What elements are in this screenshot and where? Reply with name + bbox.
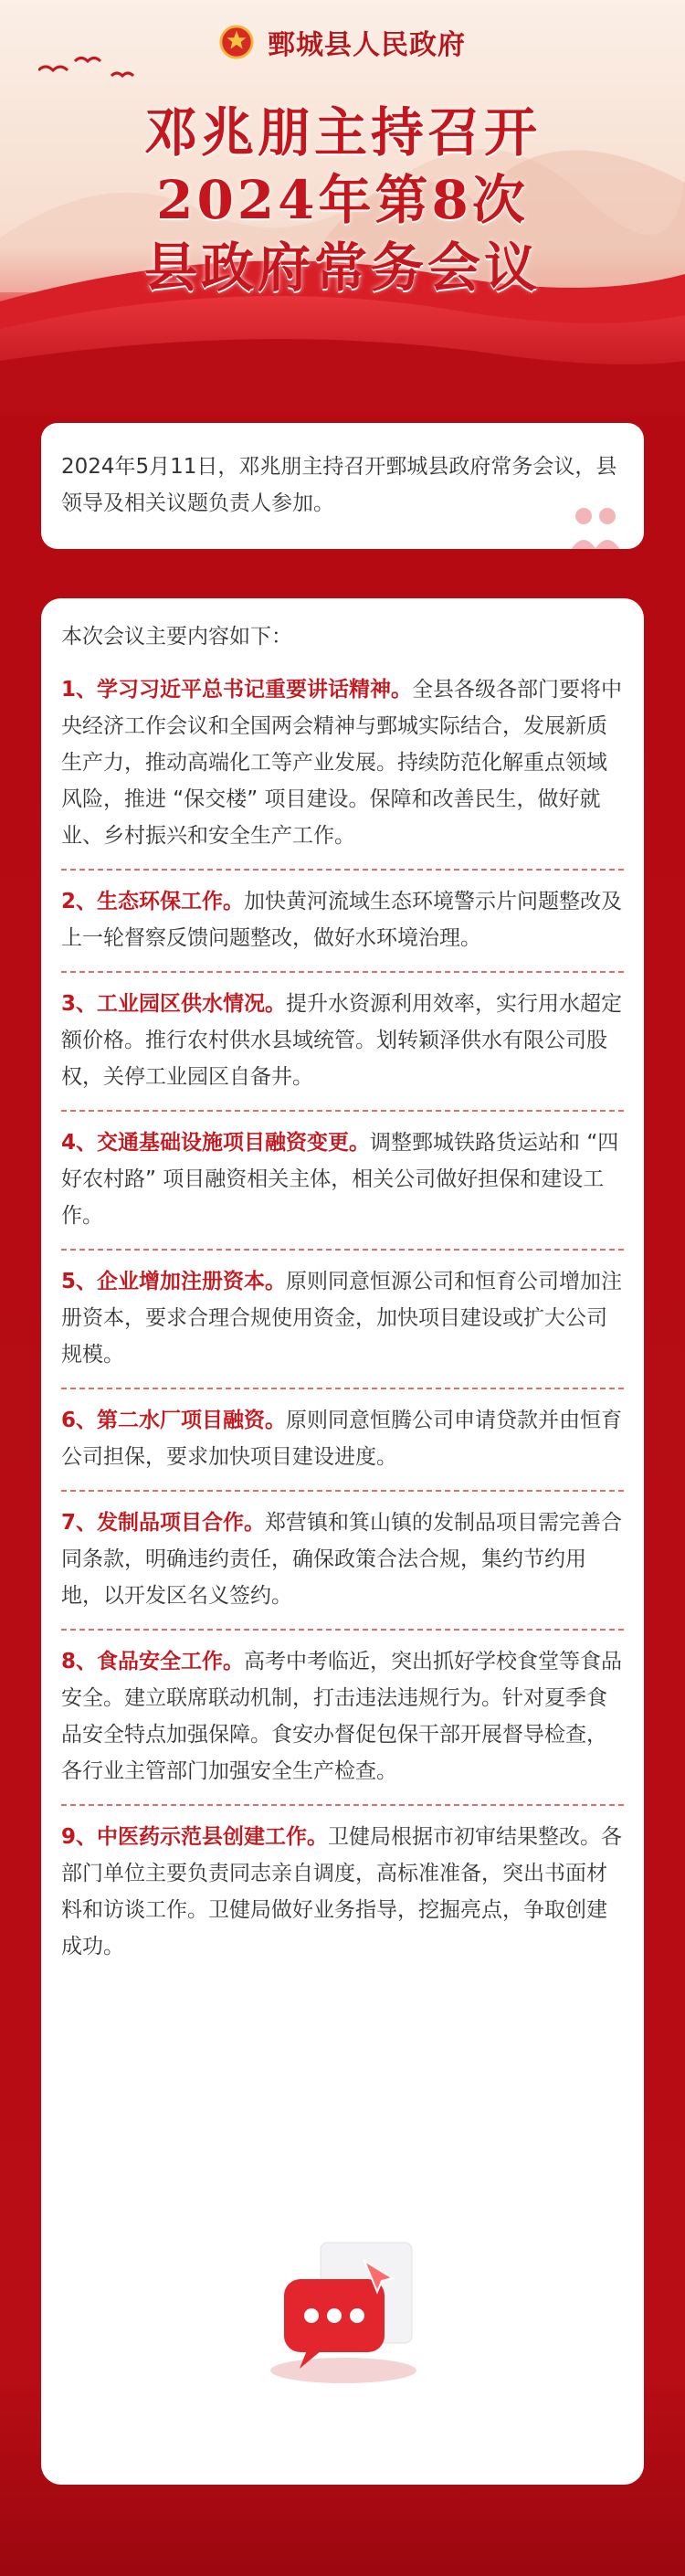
item-body: 提升水资源利用效率，实行用水超定额价格。推行农村供水县域统管。划转颖泽供水有限公司股权，关停工业园区自备井。 bbox=[61, 992, 623, 1089]
list-item bbox=[61, 1631, 624, 1806]
list-item bbox=[61, 973, 624, 1112]
chat-bubble-icon bbox=[257, 2233, 430, 2389]
item-body: 原则同意恒腾公司申请贷款并由恒育公司担保，要求加快项目建设进度。 bbox=[61, 1409, 623, 1469]
list-item bbox=[61, 871, 624, 973]
list-item bbox=[61, 1251, 624, 1389]
national-emblem-icon bbox=[219, 25, 254, 59]
item-heading: 6、第二水厂项目融资。 bbox=[61, 1409, 287, 1432]
item-heading: 1、学习习近平总书记重要讲话精神。 bbox=[61, 678, 413, 702]
item-body: 郑营镇和箕山镇的发制品项目需完善合同条款，明确违约责任，确保政策合法合规，集约节约用地，以开发区名义签约。 bbox=[61, 1511, 623, 1608]
item-heading: 9、中医药示范县创建工作。 bbox=[61, 1825, 329, 1849]
item-body: 加快黄河流域生态环境警示片问题整改及上一轮督察反馈问题整改，做好水环境治理。 bbox=[61, 890, 623, 950]
list-item bbox=[61, 1806, 624, 1980]
intro-card bbox=[41, 423, 644, 549]
title-line: 县政府常务会议 bbox=[143, 237, 541, 299]
org-header bbox=[0, 22, 685, 62]
item-heading: 5、企业增加注册资本。 bbox=[61, 1270, 287, 1293]
header-banner bbox=[0, 0, 685, 411]
item-body: 原则同意恒源公司和恒育公司增加注册资本，要求合理合规使用资金，加快项目建设或扩大公司规模。 bbox=[61, 1270, 623, 1367]
list-item bbox=[61, 1112, 624, 1251]
item-body: 调整鄄城铁路货运站和 “四好农村路” 项目融资相关主体，相关公司做好担保和建设工作。 bbox=[61, 1131, 619, 1228]
item-heading: 4、交通基础设施项目融资变更。 bbox=[61, 1131, 371, 1155]
page-title bbox=[0, 99, 685, 301]
item-heading: 8、食品安全工作。 bbox=[61, 1650, 245, 1673]
list-item bbox=[61, 1389, 624, 1492]
title-line: 2024年第8次 bbox=[156, 169, 529, 231]
item-heading: 3、工业园区供水情况。 bbox=[61, 992, 287, 1016]
content-card bbox=[41, 598, 644, 2485]
item-body: 卫健局根据市初审结果整改。各部门单位主要负责同志亲自调度，高标准准备，突出书面材料和访谈工作。卫健局做好业务指导，挖掘亮点，争取创建成功。 bbox=[61, 1825, 623, 1958]
item-heading: 7、发制品项目合作。 bbox=[61, 1511, 266, 1535]
list-item bbox=[61, 659, 624, 871]
people-icon bbox=[564, 500, 627, 549]
item-body: 高考中考临近，突出抓好学校食堂等食品安全。建立联席联动机制，打击违法违规行为。针对夏季食品安全特点加强保障。食安办督促包保干部开展督导检查，各行业主管部门加强安全生产检查。 bbox=[61, 1650, 623, 1783]
org-name: 鄄城县人民政府 bbox=[268, 29, 467, 61]
content-lead: 本次会议主要内容如下： bbox=[61, 625, 292, 649]
item-heading: 2、生态环保工作。 bbox=[61, 890, 245, 913]
title-line: 邓兆朋主持召开 bbox=[143, 101, 541, 164]
intro-text: 2024年5月11日，邓兆朋主持召开鄄城县政府常务会议，县领导及相关议题负责人参加。 bbox=[61, 455, 617, 515]
item-body: 全县各级各部门要将中央经济工作会议和全国两会精神与鄄城实际结合，发展新质生产力，推动高端化工等产业发展。持续防范化解重点领域风险，推进 “保交楼” 项目建设。保障和改善民生，做好就业、乡村振兴和安全生产工作。 bbox=[61, 678, 623, 848]
list-item bbox=[61, 1492, 624, 1631]
